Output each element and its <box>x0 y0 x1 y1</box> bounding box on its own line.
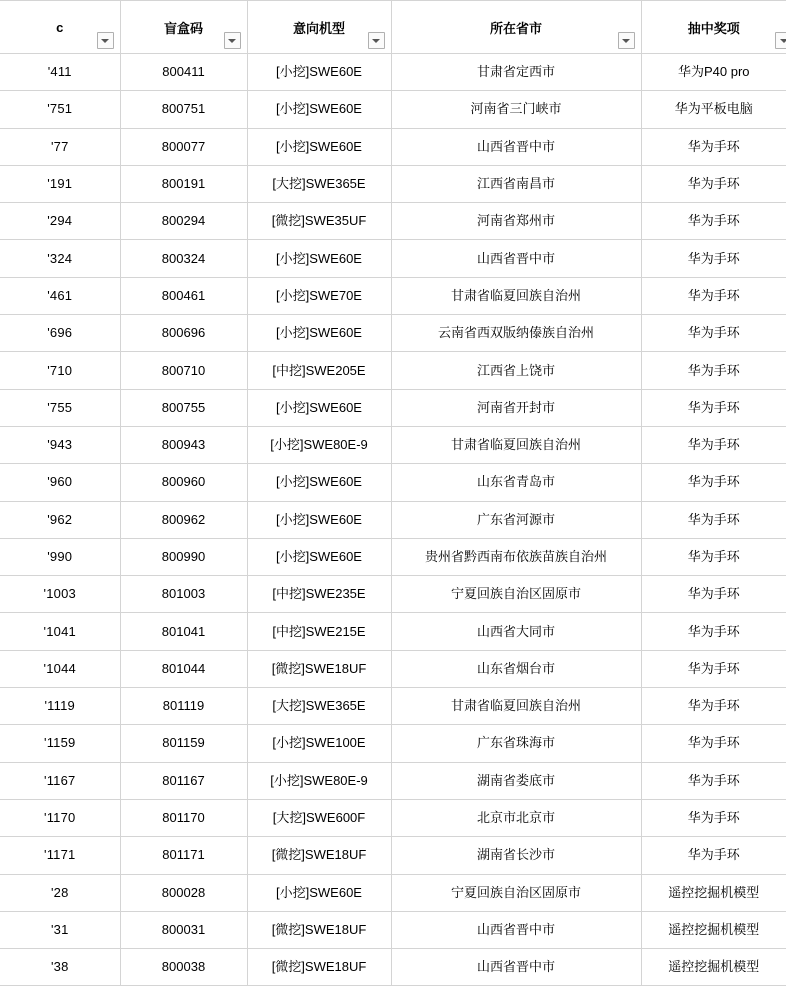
column-header-prize-label: 抽中奖项 <box>688 18 740 37</box>
cell-model[interactable] <box>247 426 391 463</box>
cell-model-text: [大挖]SWE365E <box>248 166 391 202</box>
cell-city[interactable] <box>391 762 641 799</box>
cell-code[interactable] <box>120 240 247 277</box>
cell-prize-text: 华为手环 <box>642 278 786 314</box>
cell-id[interactable] <box>0 315 120 352</box>
cell-model-text: [微挖]SWE18UF <box>248 651 391 687</box>
cell-prize[interactable] <box>641 688 786 725</box>
cell-code[interactable] <box>120 538 247 575</box>
cell-city[interactable] <box>391 650 641 687</box>
table-row[interactable] <box>0 799 786 836</box>
table-row[interactable] <box>0 874 786 911</box>
cell-prize-text: 遥控挖掘机模型 <box>642 912 786 948</box>
cell-prize[interactable] <box>641 389 786 426</box>
cell-id-text: '751 <box>0 91 120 127</box>
cell-code[interactable] <box>120 613 247 650</box>
cell-prize[interactable] <box>641 315 786 352</box>
cell-code[interactable] <box>120 501 247 538</box>
cell-id[interactable] <box>0 91 120 128</box>
table-row[interactable] <box>0 352 786 389</box>
cell-prize-text: 华为手环 <box>642 390 786 426</box>
cell-id-text: '1170 <box>0 800 120 836</box>
cell-prize-text: 华为手环 <box>642 651 786 687</box>
cell-city[interactable] <box>391 277 641 314</box>
cell-city[interactable] <box>391 389 641 426</box>
cell-id-text: '1167 <box>0 763 120 799</box>
cell-model[interactable] <box>247 315 391 352</box>
cell-id-text: '696 <box>0 315 120 351</box>
cell-code[interactable] <box>120 389 247 426</box>
cell-city[interactable] <box>391 576 641 613</box>
table-row[interactable] <box>0 315 786 352</box>
cell-city-text: 甘肃省临夏回族自治州 <box>392 427 641 463</box>
table-row[interactable] <box>0 911 786 948</box>
cell-model-text: [微挖]SWE18UF <box>248 949 391 985</box>
cell-model-text: [小挖]SWE60E <box>248 390 391 426</box>
cell-code-text: 800191 <box>121 166 247 202</box>
cell-prize-text: 遥控挖掘机模型 <box>642 949 786 985</box>
cell-model[interactable] <box>247 538 391 575</box>
cell-prize[interactable] <box>641 240 786 277</box>
cell-code[interactable] <box>120 949 247 986</box>
cell-code-text: 800755 <box>121 390 247 426</box>
cell-model[interactable] <box>247 576 391 613</box>
cell-city[interactable] <box>391 911 641 948</box>
cell-city[interactable] <box>391 54 641 91</box>
cell-model-text: [小挖]SWE60E <box>248 129 391 165</box>
cell-prize-text: 华为手环 <box>642 315 786 351</box>
table-body <box>0 54 786 986</box>
cell-code-text: 800962 <box>121 502 247 538</box>
cell-model-text: [小挖]SWE60E <box>248 464 391 500</box>
filter-dropdown-icon-city[interactable] <box>618 32 635 49</box>
cell-model[interactable] <box>247 613 391 650</box>
cell-code-text: 801041 <box>121 614 247 650</box>
cell-prize-text: 华为手环 <box>642 614 786 650</box>
cell-prize[interactable] <box>641 464 786 501</box>
cell-code-text: 800751 <box>121 91 247 127</box>
cell-model-text: [大挖]SWE365E <box>248 688 391 724</box>
cell-model-text: [小挖]SWE60E <box>248 502 391 538</box>
cell-id[interactable] <box>0 949 120 986</box>
cell-city[interactable] <box>391 501 641 538</box>
cell-prize[interactable] <box>641 538 786 575</box>
cell-model[interactable] <box>247 203 391 240</box>
cell-model-text: [微挖]SWE35UF <box>248 203 391 239</box>
cell-city-text: 广东省珠海市 <box>392 725 641 761</box>
cell-model[interactable] <box>247 54 391 91</box>
cell-code[interactable] <box>120 762 247 799</box>
cell-city[interactable] <box>391 91 641 128</box>
cell-id-text: '31 <box>0 912 120 948</box>
cell-id-text: '1041 <box>0 614 120 650</box>
cell-prize[interactable] <box>641 91 786 128</box>
cell-prize-text: 华为手环 <box>642 166 786 202</box>
cell-id[interactable] <box>0 576 120 613</box>
cell-city-text: 山西省大同市 <box>392 614 641 650</box>
cell-code[interactable] <box>120 352 247 389</box>
cell-id-text: '755 <box>0 390 120 426</box>
cell-code-text: 800294 <box>121 203 247 239</box>
cell-id-text: '38 <box>0 949 120 985</box>
cell-city-text: 北京市北京市 <box>392 800 641 836</box>
cell-model[interactable] <box>247 128 391 165</box>
table-row[interactable] <box>0 538 786 575</box>
cell-city-text: 江西省上饶市 <box>392 353 641 389</box>
cell-id-text: '960 <box>0 464 120 500</box>
cell-model-text: [小挖]SWE60E <box>248 54 391 90</box>
cell-code-text: 801159 <box>121 725 247 761</box>
cell-code[interactable] <box>120 165 247 202</box>
cell-code-text: 800077 <box>121 129 247 165</box>
cell-id[interactable] <box>0 240 120 277</box>
cell-model-text: [小挖]SWE60E <box>248 875 391 911</box>
column-header-id-label: c <box>56 20 63 35</box>
table-row[interactable] <box>0 91 786 128</box>
cell-model-text: [微挖]SWE18UF <box>248 912 391 948</box>
cell-id[interactable] <box>0 688 120 725</box>
cell-id-text: '962 <box>0 502 120 538</box>
filter-dropdown-icon-id[interactable] <box>97 32 114 49</box>
cell-prize-text: 华为手环 <box>642 241 786 277</box>
cell-id-text: '28 <box>0 875 120 911</box>
cell-city-text: 甘肃省临夏回族自治州 <box>392 688 641 724</box>
cell-code-text: 800028 <box>121 875 247 911</box>
cell-prize[interactable] <box>641 725 786 762</box>
cell-id-text: '191 <box>0 166 120 202</box>
table-row[interactable] <box>0 613 786 650</box>
cell-id-text: '411 <box>0 54 120 90</box>
cell-id-text: '324 <box>0 241 120 277</box>
cell-model[interactable] <box>247 911 391 948</box>
cell-model-text: [小挖]SWE80E-9 <box>248 427 391 463</box>
cell-code-text: 800031 <box>121 912 247 948</box>
table-row[interactable] <box>0 464 786 501</box>
cell-city-text: 山西省晋中市 <box>392 912 641 948</box>
column-header-city[interactable] <box>391 1 641 54</box>
cell-prize-text: 华为P40 pro <box>642 54 786 90</box>
cell-city[interactable] <box>391 203 641 240</box>
cell-city-text: 甘肃省临夏回族自治州 <box>392 278 641 314</box>
cell-id[interactable] <box>0 54 120 91</box>
cell-prize-text: 华为手环 <box>642 837 786 873</box>
cell-code[interactable] <box>120 277 247 314</box>
cell-prize-text: 华为手环 <box>642 129 786 165</box>
cell-code[interactable] <box>120 799 247 836</box>
cell-model[interactable] <box>247 91 391 128</box>
cell-id[interactable] <box>0 426 120 463</box>
cell-model-text: [小挖]SWE60E <box>248 539 391 575</box>
cell-model-text: [小挖]SWE100E <box>248 725 391 761</box>
table-row[interactable] <box>0 501 786 538</box>
cell-id-text: '990 <box>0 539 120 575</box>
cell-prize-text: 华为手环 <box>642 203 786 239</box>
table-row[interactable] <box>0 203 786 240</box>
cell-model[interactable] <box>247 949 391 986</box>
cell-city[interactable] <box>391 949 641 986</box>
cell-code-text: 800038 <box>121 949 247 985</box>
cell-city[interactable] <box>391 128 641 165</box>
cell-prize[interactable] <box>641 54 786 91</box>
cell-prize-text: 华为手环 <box>642 576 786 612</box>
cell-city-text: 山西省晋中市 <box>392 241 641 277</box>
filter-dropdown-icon-code[interactable] <box>224 32 241 49</box>
cell-code-text: 800324 <box>121 241 247 277</box>
filter-dropdown-icon-model[interactable] <box>368 32 385 49</box>
cell-id[interactable] <box>0 389 120 426</box>
cell-prize[interactable] <box>641 650 786 687</box>
cell-prize[interactable] <box>641 352 786 389</box>
cell-id[interactable] <box>0 874 120 911</box>
cell-model-text: [小挖]SWE60E <box>248 315 391 351</box>
cell-id[interactable] <box>0 725 120 762</box>
cell-id-text: '1044 <box>0 651 120 687</box>
cell-code[interactable] <box>120 91 247 128</box>
cell-id[interactable] <box>0 464 120 501</box>
cell-model[interactable] <box>247 501 391 538</box>
cell-prize-text: 华为手环 <box>642 763 786 799</box>
column-header-model[interactable] <box>247 1 391 54</box>
cell-model[interactable] <box>247 725 391 762</box>
cell-city[interactable] <box>391 613 641 650</box>
cell-id-text: '710 <box>0 353 120 389</box>
table-row[interactable] <box>0 128 786 165</box>
cell-city[interactable] <box>391 837 641 874</box>
cell-city-text: 甘肃省定西市 <box>392 54 641 90</box>
cell-prize-text: 华为手环 <box>642 353 786 389</box>
cell-prize[interactable] <box>641 613 786 650</box>
cell-city[interactable] <box>391 352 641 389</box>
cell-city-text: 贵州省黔西南布依族苗族自治州 <box>392 539 641 575</box>
cell-model[interactable] <box>247 277 391 314</box>
cell-id[interactable] <box>0 762 120 799</box>
cell-model-text: [小挖]SWE70E <box>248 278 391 314</box>
cell-code-text: 801171 <box>121 837 247 873</box>
cell-code[interactable] <box>120 576 247 613</box>
cell-id[interactable] <box>0 165 120 202</box>
cell-code[interactable] <box>120 426 247 463</box>
cell-id-text: '1171 <box>0 837 120 873</box>
cell-id-text: '1119 <box>0 688 120 724</box>
cell-city-text: 河南省开封市 <box>392 390 641 426</box>
cell-city-text: 广东省河源市 <box>392 502 641 538</box>
cell-code-text: 800411 <box>121 54 247 90</box>
cell-id[interactable] <box>0 650 120 687</box>
cell-model[interactable] <box>247 874 391 911</box>
cell-city-text: 河南省三门峡市 <box>392 91 641 127</box>
cell-prize[interactable] <box>641 576 786 613</box>
cell-model-text: [小挖]SWE60E <box>248 91 391 127</box>
cell-prize-text: 华为手环 <box>642 427 786 463</box>
cell-code[interactable] <box>120 315 247 352</box>
cell-code-text: 800990 <box>121 539 247 575</box>
table-row[interactable] <box>0 54 786 91</box>
cell-model-text: [大挖]SWE600F <box>248 800 391 836</box>
cell-prize-text: 华为手环 <box>642 688 786 724</box>
cell-model[interactable] <box>247 240 391 277</box>
cell-model-text: [小挖]SWE80E-9 <box>248 763 391 799</box>
cell-model-text: [小挖]SWE60E <box>248 241 391 277</box>
cell-city[interactable] <box>391 688 641 725</box>
cell-prize[interactable] <box>641 426 786 463</box>
cell-code-text: 801119 <box>121 688 247 724</box>
cell-code-text: 800461 <box>121 278 247 314</box>
cell-id-text: '294 <box>0 203 120 239</box>
cell-prize[interactable] <box>641 277 786 314</box>
table-row[interactable] <box>0 426 786 463</box>
column-header-code-label: 盲盒码 <box>164 18 203 37</box>
filter-dropdown-icon-prize[interactable] <box>775 32 786 49</box>
cell-prize[interactable] <box>641 837 786 874</box>
cell-city-text: 宁夏回族自治区固原市 <box>392 875 641 911</box>
cell-city[interactable] <box>391 725 641 762</box>
table-row[interactable] <box>0 949 786 986</box>
cell-city-text: 宁夏回族自治区固原市 <box>392 576 641 612</box>
cell-model[interactable] <box>247 389 391 426</box>
cell-prize-text: 华为手环 <box>642 725 786 761</box>
cell-city-text: 江西省南昌市 <box>392 166 641 202</box>
column-header-prize[interactable] <box>641 1 786 54</box>
cell-id[interactable] <box>0 799 120 836</box>
table-row[interactable] <box>0 389 786 426</box>
cell-id[interactable] <box>0 501 120 538</box>
cell-code[interactable] <box>120 54 247 91</box>
cell-city[interactable] <box>391 426 641 463</box>
cell-prize[interactable] <box>641 799 786 836</box>
cell-model-text: [中挖]SWE235E <box>248 576 391 612</box>
cell-code[interactable] <box>120 725 247 762</box>
cell-model[interactable] <box>247 762 391 799</box>
cell-code[interactable] <box>120 688 247 725</box>
cell-city[interactable] <box>391 464 641 501</box>
cell-model[interactable] <box>247 165 391 202</box>
cell-city-text: 山东省青岛市 <box>392 464 641 500</box>
cell-code-text: 800960 <box>121 464 247 500</box>
cell-model[interactable] <box>247 799 391 836</box>
table-row[interactable] <box>0 165 786 202</box>
cell-prize-text: 华为手环 <box>642 800 786 836</box>
cell-id[interactable] <box>0 911 120 948</box>
table-row[interactable] <box>0 277 786 314</box>
cell-city[interactable] <box>391 165 641 202</box>
cell-code[interactable] <box>120 874 247 911</box>
cell-city[interactable] <box>391 315 641 352</box>
cell-id[interactable] <box>0 128 120 165</box>
cell-prize[interactable] <box>641 128 786 165</box>
table-row[interactable] <box>0 688 786 725</box>
cell-id[interactable] <box>0 837 120 874</box>
cell-prize[interactable] <box>641 762 786 799</box>
cell-city[interactable] <box>391 874 641 911</box>
cell-model[interactable] <box>247 650 391 687</box>
cell-id-text: '1003 <box>0 576 120 612</box>
cell-model[interactable] <box>247 688 391 725</box>
cell-prize-text: 华为手环 <box>642 502 786 538</box>
cell-city[interactable] <box>391 240 641 277</box>
cell-id-text: '943 <box>0 427 120 463</box>
cell-model-text: [微挖]SWE18UF <box>248 837 391 873</box>
header-row <box>0 1 786 54</box>
cell-prize[interactable] <box>641 165 786 202</box>
cell-code[interactable] <box>120 203 247 240</box>
cell-id-text: '1159 <box>0 725 120 761</box>
cell-code[interactable] <box>120 464 247 501</box>
cell-id[interactable] <box>0 277 120 314</box>
cell-code[interactable] <box>120 128 247 165</box>
cell-prize-text: 遥控挖掘机模型 <box>642 875 786 911</box>
cell-model[interactable] <box>247 352 391 389</box>
table-row[interactable] <box>0 240 786 277</box>
column-header-city-label: 所在省市 <box>490 18 542 37</box>
cell-prize-text: 华为手环 <box>642 539 786 575</box>
cell-prize-text: 华为手环 <box>642 464 786 500</box>
cell-city-text: 湖南省娄底市 <box>392 763 641 799</box>
table-row[interactable] <box>0 725 786 762</box>
cell-id-text: '77 <box>0 129 120 165</box>
cell-code[interactable] <box>120 650 247 687</box>
cell-model-text: [中挖]SWE215E <box>248 614 391 650</box>
cell-prize[interactable] <box>641 949 786 986</box>
cell-city-text: 河南省郑州市 <box>392 203 641 239</box>
cell-model-text: [中挖]SWE205E <box>248 353 391 389</box>
cell-code-text: 800710 <box>121 353 247 389</box>
cell-code[interactable] <box>120 837 247 874</box>
cell-code-text: 801003 <box>121 576 247 612</box>
cell-city[interactable] <box>391 799 641 836</box>
cell-city[interactable] <box>391 538 641 575</box>
cell-id[interactable] <box>0 352 120 389</box>
cell-code[interactable] <box>120 911 247 948</box>
cell-prize-text: 华为平板电脑 <box>642 91 786 127</box>
cell-code-text: 800696 <box>121 315 247 351</box>
cell-id[interactable] <box>0 613 120 650</box>
table-row[interactable] <box>0 650 786 687</box>
cell-code-text: 801044 <box>121 651 247 687</box>
table-header <box>0 1 786 54</box>
cell-city-text: 云南省西双版纳傣族自治州 <box>392 315 641 351</box>
cell-id[interactable] <box>0 538 120 575</box>
cell-model[interactable] <box>247 464 391 501</box>
table-row[interactable] <box>0 762 786 799</box>
cell-city-text: 山西省晋中市 <box>392 129 641 165</box>
cell-city-text: 山西省晋中市 <box>392 949 641 985</box>
column-header-code[interactable] <box>120 1 247 54</box>
cell-id[interactable] <box>0 203 120 240</box>
cell-model[interactable] <box>247 837 391 874</box>
cell-id-text: '461 <box>0 278 120 314</box>
table-row[interactable] <box>0 576 786 613</box>
cell-code-text: 801170 <box>121 800 247 836</box>
cell-code-text: 801167 <box>121 763 247 799</box>
cell-prize[interactable] <box>641 911 786 948</box>
cell-prize[interactable] <box>641 203 786 240</box>
cell-city-text: 山东省烟台市 <box>392 651 641 687</box>
cell-prize[interactable] <box>641 501 786 538</box>
cell-city-text: 湖南省长沙市 <box>392 837 641 873</box>
cell-prize[interactable] <box>641 874 786 911</box>
column-header-id[interactable] <box>0 1 120 54</box>
column-header-model-label: 意向机型 <box>293 18 345 37</box>
cell-code-text: 800943 <box>121 427 247 463</box>
table-row[interactable] <box>0 837 786 874</box>
